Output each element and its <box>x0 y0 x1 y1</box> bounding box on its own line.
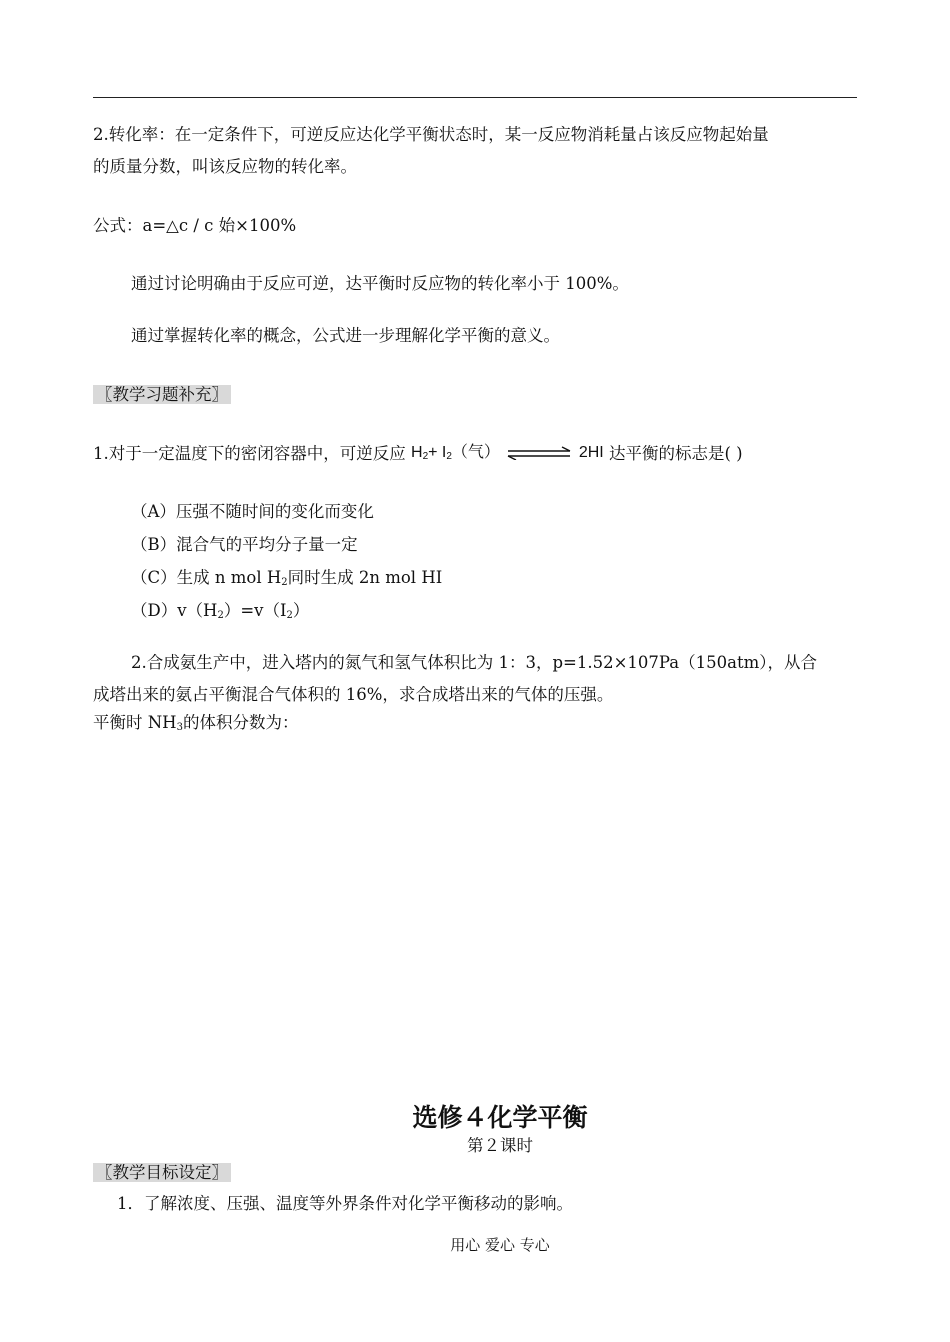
option-b: （B）混合气的平均分子量一定 <box>131 535 358 554</box>
nh3-subscript: 3 <box>176 722 183 733</box>
question-1 <box>93 440 743 467</box>
goal-1: 1．了解浓度、压强、温度等外界条件对化学平衡移动的影响。 <box>117 1194 573 1213</box>
reaction-i-subscript: 2 <box>446 451 452 462</box>
section-heading-exercises <box>93 382 231 408</box>
page-footer: 用心 爱心 专心 <box>450 1236 550 1254</box>
equilibrium-arrow-icon <box>504 446 574 460</box>
question-2-line2: 成塔出来的氨占平衡混合气体积的 16%，求合成塔出来的气体的压强。 <box>93 685 614 704</box>
option-d-text: （D）v（H <box>131 601 218 620</box>
section-heading-goals-label: 〖教学目标设定〗 <box>93 1163 231 1182</box>
option-c-subscript: 2 <box>281 577 288 588</box>
option-d-mid: ）=v（I <box>223 601 287 620</box>
reaction-equation <box>411 440 604 466</box>
lesson-title: 选修４化学平衡 <box>412 1103 588 1132</box>
option-a: （A）压强不随时间的变化而变化 <box>131 502 374 521</box>
question-2-line1: 2.合成氨生产中，进入塔内的氮气和氢气体积比为 1：3，p=1.52×107Pa（150atm），从合 <box>131 653 817 672</box>
note-line-2: 通过掌握转化率的概念，公式进一步理解化学平衡的意义。 <box>131 326 560 345</box>
lesson-subtitle: 第２课时 <box>467 1136 533 1155</box>
reaction-h: H <box>411 444 423 461</box>
paragraph-conversion-rate-line2: 的质量分数，叫该反应物的转化率。 <box>93 157 357 176</box>
question-1-suffix: 达平衡的标志是( ) <box>609 444 743 463</box>
question-1-prefix: 1.对于一定温度下的密闭容器中，可逆反应 <box>93 444 406 463</box>
reaction-product: 2HI <box>578 444 604 461</box>
option-c <box>131 565 442 591</box>
section-heading-exercises-label: 〖教学习题补充〗 <box>93 385 231 404</box>
reaction-h-subscript: 2 <box>422 451 429 462</box>
option-d-end: ） <box>292 601 310 620</box>
reaction-plus-i: + I <box>428 444 447 461</box>
option-d-subscript-2: 2 <box>286 610 293 621</box>
option-d <box>131 598 309 624</box>
question-2-line3-a: 平衡时 NH <box>93 713 177 732</box>
formula-line: 公式：a=△c / c 始×100% <box>93 216 297 235</box>
section-heading-goals <box>93 1160 231 1186</box>
option-d-subscript-1: 2 <box>217 610 224 621</box>
header-rule <box>93 97 857 98</box>
note-line-1: 通过讨论明确由于反应可逆，达平衡时反应物的转化率小于 100%。 <box>131 274 629 293</box>
option-c-text: （C）生成 n mol H <box>131 568 282 587</box>
option-c-rest: 同时生成 2n mol HI <box>287 568 443 587</box>
reaction-gas-label: （气） <box>451 444 500 461</box>
paragraph-conversion-rate-line1: 2.转化率：在一定条件下，可逆反应达化学平衡状态时，某一反应物消耗量占该反应物起始量 <box>93 125 769 144</box>
question-2-line3 <box>93 710 298 736</box>
question-2-line3-b: 的体积分数为： <box>182 713 299 732</box>
